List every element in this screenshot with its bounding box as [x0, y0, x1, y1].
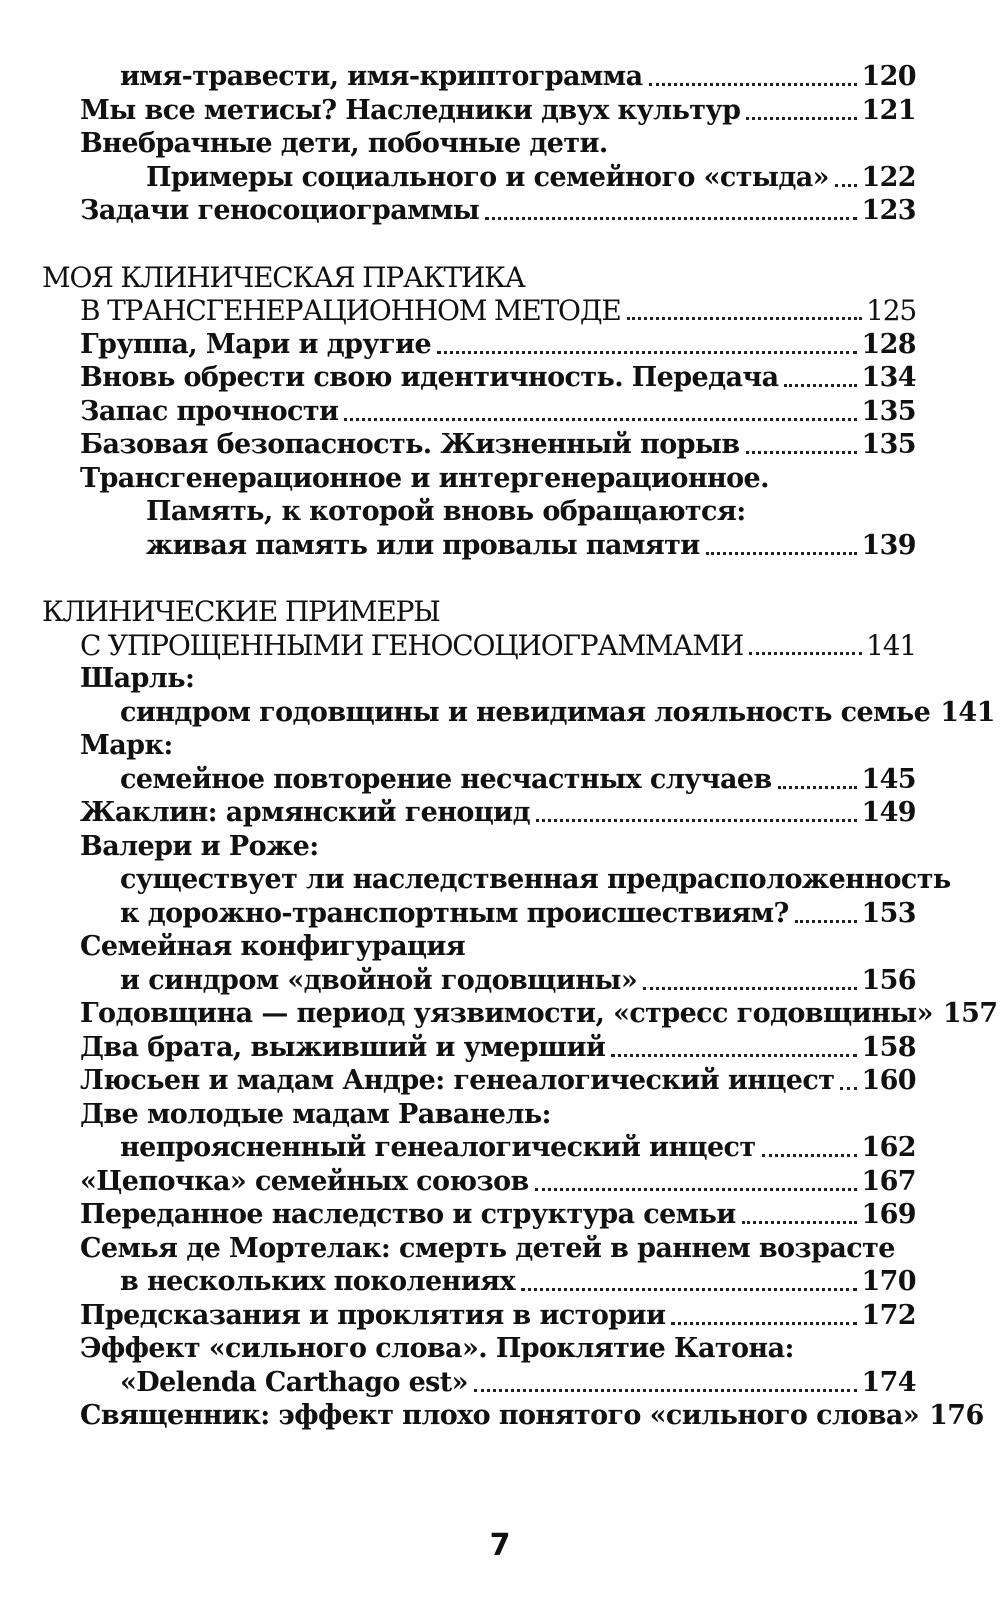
toc-page-number: 162	[861, 1132, 916, 1163]
toc-entry	[80, 1232, 916, 1266]
toc-entry-title: Память, к которой вновь обращаются:	[146, 496, 746, 527]
dot-leader	[627, 317, 863, 320]
toc-entry	[120, 1265, 916, 1299]
toc-entry-title: С УПРОЩЕННЫМИ ГЕНОСОЦИОГРАММАМИ	[80, 628, 744, 662]
toc-entry-title: Вновь обрести свою идентичность. Передача	[80, 362, 779, 393]
dot-leader	[536, 819, 857, 822]
toc-entry	[80, 729, 916, 763]
toc-heading	[42, 595, 916, 629]
dot-leader	[485, 217, 857, 220]
dot-leader	[611, 1054, 857, 1057]
toc-heading	[80, 294, 916, 328]
toc-page-number: 167	[861, 1165, 916, 1197]
toc-entry-title: Семья де Мортелак: смерть детей в раннем возрасте	[80, 1232, 895, 1264]
toc-entry-title: и синдром «двойной годовщины»	[120, 964, 638, 996]
toc-page-number: 169	[861, 1199, 916, 1230]
toc-page-number: 128	[861, 328, 916, 360]
toc-entry-title: Трансгенерационное и интергенерационное.	[80, 462, 769, 494]
dot-leader	[762, 1154, 858, 1157]
toc-entry-title: синдром годовщины и невидимая лояльность семье	[120, 696, 931, 728]
toc-entry	[80, 328, 916, 362]
toc-entry-title: в нескольких поколениях	[120, 1266, 515, 1297]
toc-entry	[80, 662, 916, 696]
toc-entry-title: Группа, Мари и другие	[80, 328, 432, 360]
dot-leader	[840, 1087, 857, 1090]
dot-leader	[521, 1288, 857, 1291]
toc-page-number: 176	[929, 1400, 984, 1431]
toc-entry	[80, 830, 916, 864]
toc-entry-title: Священник: эффект плохо понятого «сильного слова»	[80, 1400, 920, 1431]
toc-entry-title: Базовая безопасность. Жизненный порыв	[80, 429, 740, 460]
toc-entry-title: Два брата, выживший и умерший	[80, 1031, 606, 1063]
toc-entry-title: В ТРАНСГЕНЕРАЦИОННОМ МЕТОДЕ	[80, 294, 621, 327]
toc-page-number: 120	[861, 61, 916, 92]
toc-page-number: 121	[861, 94, 916, 126]
toc-page-number: 141	[866, 628, 916, 662]
toc-entry	[80, 428, 916, 462]
toc-entry-title: существует ли наследственная предрасположенность	[120, 864, 951, 895]
toc-entry	[80, 930, 916, 964]
dot-leader	[671, 1322, 857, 1325]
toc-page-number: 125	[866, 294, 916, 327]
toc-entry-title: Эффект «сильного слова». Проклятие Катона:	[80, 1333, 794, 1364]
toc-entry	[80, 1031, 916, 1065]
toc-page-number: 149	[861, 797, 916, 828]
toc-entry	[120, 863, 951, 897]
dot-leader	[706, 552, 858, 555]
toc-entry-title: Запас прочности	[80, 395, 339, 427]
toc-entry	[80, 1198, 916, 1232]
toc-entry-title: семейное повторение несчастных случаев	[120, 763, 772, 795]
toc-page-number: 134	[861, 362, 916, 393]
toc-page-number: 145	[861, 763, 916, 795]
toc-entry	[80, 361, 916, 395]
toc-entry	[120, 763, 916, 797]
toc-entry	[80, 1098, 916, 1132]
toc-page-number: 172	[861, 1299, 916, 1331]
dot-leader	[749, 652, 862, 655]
toc-page-number: 141	[940, 696, 995, 728]
toc-entry	[80, 1064, 916, 1098]
toc-entry	[80, 1332, 916, 1366]
dot-leader	[746, 117, 857, 120]
toc-page-number: 157	[942, 998, 998, 1029]
toc-entry-title: Мы все метисы? Наследники двух культур	[80, 94, 741, 126]
dot-leader	[835, 184, 858, 187]
toc-entry-title: Семейная конфигурация	[80, 931, 466, 962]
toc-entry	[80, 1399, 984, 1433]
dot-leader	[742, 1221, 858, 1224]
toc-entry-title: Предсказания и проклятия в истории	[80, 1299, 666, 1331]
toc-entry	[80, 194, 916, 228]
dot-leader	[784, 384, 857, 387]
dot-leader	[437, 351, 857, 354]
toc-entry	[80, 395, 916, 429]
toc-page-number: 153	[861, 897, 916, 929]
toc-entry-title: Марк:	[80, 730, 173, 761]
toc-entry	[120, 60, 916, 94]
toc-entry-title: Жаклин: армянский геноцид	[80, 797, 530, 828]
toc-entry	[80, 94, 916, 128]
toc-page-number: 139	[861, 529, 916, 561]
toc-entry-title: Две молодые мадам Раванель:	[80, 1098, 551, 1130]
toc-entry	[120, 897, 916, 931]
dot-leader	[746, 451, 858, 454]
toc-entry-title: Внебрачные дети, побочные дети.	[80, 128, 608, 159]
toc-entry	[80, 997, 998, 1031]
toc-entry	[146, 529, 916, 563]
toc-entry-title: МОЯ КЛИНИЧЕСКАЯ ПРАКТИКА	[42, 260, 525, 294]
toc-entry	[80, 127, 916, 161]
toc-entry-title: Шарль:	[80, 663, 195, 694]
toc-entry-title: к дорожно-транспортным происшествиям?	[120, 897, 789, 929]
toc-entry	[120, 1131, 916, 1165]
toc-entry	[80, 1299, 916, 1333]
toc-entry	[120, 1366, 916, 1400]
toc-page-number: 160	[861, 1065, 916, 1096]
dot-leader	[778, 786, 858, 789]
toc-entry-title: Люсьен и мадам Андре: генеалогический инцест	[80, 1065, 835, 1096]
toc-page-number: 135	[861, 395, 916, 427]
toc-entry-title: «Delenda Carthago est»	[120, 1366, 468, 1398]
toc-entry-title: Годовщина — период уязвимости, «стресс годовщины»	[80, 998, 933, 1029]
toc-page-number: 158	[861, 1031, 916, 1063]
toc-entry-title: «Цепочка» семейных союзов	[80, 1165, 529, 1197]
toc-entry-title: Переданное наследство и структура семьи	[80, 1199, 736, 1230]
toc-entry-title: непроясненный генеалогический инцест	[120, 1132, 756, 1163]
toc-entry	[80, 462, 916, 496]
toc-entry-title: Задачи геносоциограммы	[80, 195, 480, 226]
dot-leader	[344, 418, 857, 421]
toc-entry-title: Валери и Роже:	[80, 830, 319, 862]
toc-heading	[42, 261, 916, 295]
toc-entry	[146, 495, 916, 529]
toc-page-number: 156	[861, 964, 916, 996]
dot-leader	[474, 1389, 858, 1392]
toc-entry-title: имя-травести, имя-криптограмма	[120, 61, 643, 92]
toc-entry-title: Примеры социального и семейного «стыда»	[146, 161, 829, 193]
toc-entry	[80, 796, 916, 830]
toc-entry	[80, 1165, 916, 1199]
dot-leader	[649, 83, 858, 86]
toc-page-number: 122	[861, 161, 916, 193]
toc-entry	[120, 696, 995, 730]
page-number: 7	[489, 1528, 511, 1563]
toc-page-number: 174	[861, 1366, 916, 1398]
dot-leader	[535, 1188, 858, 1191]
dot-leader	[795, 920, 858, 923]
toc-heading	[80, 629, 916, 663]
dot-leader	[643, 987, 857, 990]
toc-page-number: 123	[861, 195, 916, 226]
toc-page-number: 135	[861, 429, 916, 460]
toc-page-number: 170	[861, 1266, 916, 1297]
toc-entry-title: живая память или провалы памяти	[146, 529, 700, 561]
toc-entry-title: КЛИНИЧЕСКИЕ ПРИМЕРЫ	[42, 595, 440, 628]
toc-entry	[146, 161, 916, 195]
toc-entry	[120, 964, 916, 998]
